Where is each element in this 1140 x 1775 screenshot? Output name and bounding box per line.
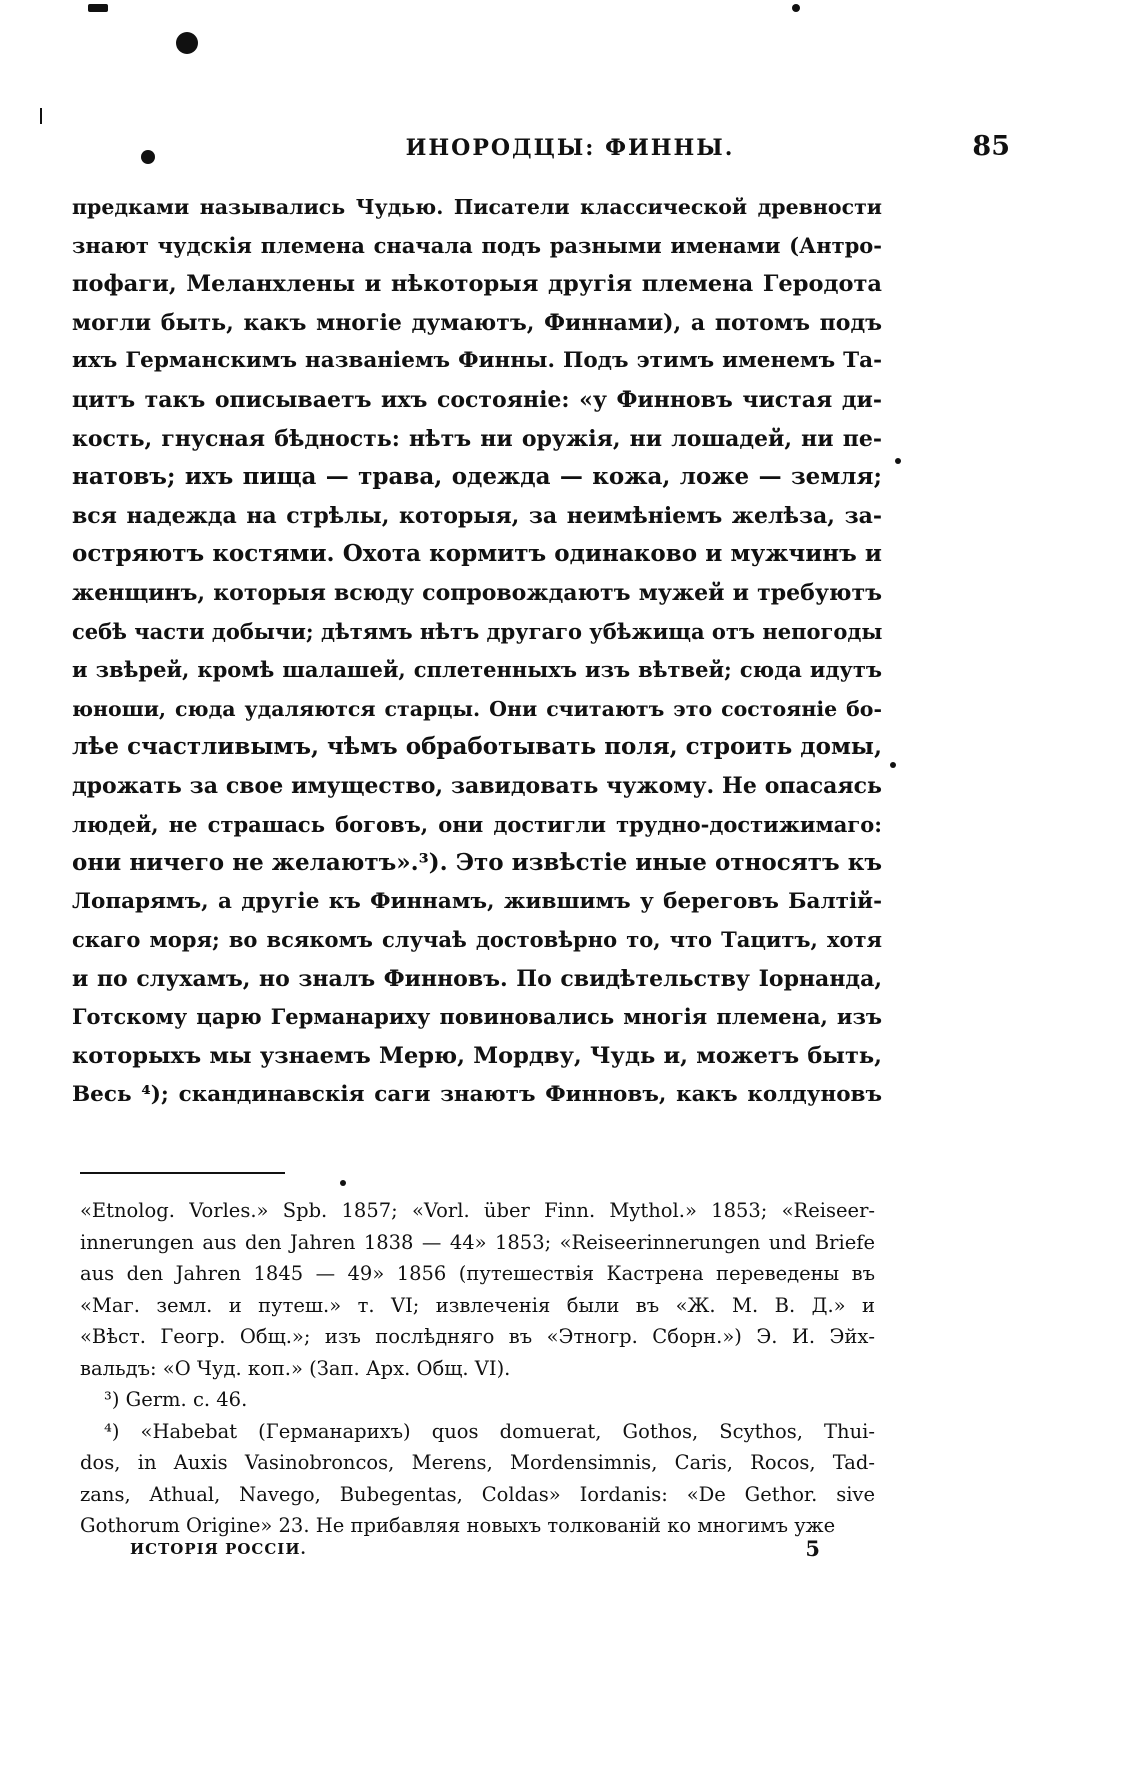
text-line: людей, не страшась боговъ, они достигли трудно-достижимаго: xyxy=(72,811,882,837)
footnote-line: «Вѣст. Геогр. Общ.»; изъ послѣдняго въ «Этногр. Сборн.») Э. И. Эйх- xyxy=(80,1325,875,1348)
text-line: предками назывались Чудью. Писатели классической древности xyxy=(72,195,882,219)
print-speck xyxy=(176,32,198,54)
text-line: вся надежда на стрѣлы, которыя, за неимѣніемъ желѣза, за- xyxy=(72,502,882,529)
page-footer xyxy=(130,1536,820,1570)
text-line: натовъ; ихъ пища — трава, одежда — кожа, ложе — земля; xyxy=(72,463,882,491)
print-speck xyxy=(40,108,42,124)
footnote-line: вальдъ: «О Чуд. коп.» (Зап. Арх. Общ. VI). xyxy=(80,1356,511,1380)
text-line: которыхъ мы узнаемъ Мерю, Мордву, Чудь и, можетъ быть, xyxy=(72,1043,882,1070)
footnote-line: aus den Jahren 1845 — 49» 1856 (путешествія Кастрена переведены въ xyxy=(80,1262,875,1285)
text-line: кость, гнусная бѣдность: нѣтъ ни оружія, ни лошадей, ни пе- xyxy=(72,425,882,452)
text-line: и по слухамъ, но зналъ Финновъ. По свидѣтельству Іорнанда, xyxy=(72,965,882,992)
text-line: они ничего не желаютъ».³). Это извѣстіе иные относятъ къ xyxy=(72,849,882,877)
text-line: дрожать за свое имущество, завидовать чужому. Не опасаясь xyxy=(72,772,882,799)
print-speck xyxy=(88,4,108,12)
running-head xyxy=(70,131,1070,175)
footnote-line: ⁴) «Habebat (Германарихъ) quos domuerat, Gothos, Scythos, Thui- xyxy=(104,1419,875,1443)
footnote-line: dos, in Auxis Vasinobroncos, Merens, Mordensimnis, Caris, Rocos, Tad- xyxy=(80,1451,875,1474)
print-speck xyxy=(792,4,800,12)
footnote-line: «Маг. земл. и путеш.» т. VI; извлеченія были въ «Ж. М. В. Д.» и xyxy=(80,1293,875,1317)
footnotes xyxy=(80,1195,875,1542)
running-title: ИНОРОДЦЫ: ФИННЫ. xyxy=(405,135,735,161)
text-line: и звѣрей, кромѣ шалашей, сплетенныхъ изъ вѣтвей; сюда идутъ xyxy=(72,657,882,683)
text-line: знают чудскія племена сначала подъ разными именами (Антро- xyxy=(72,232,882,258)
text-line: скаго моря; во всякомъ случаѣ достовѣрно то, что Тацитъ, хотя xyxy=(72,927,882,953)
text-line: пофаги, Меланхлены и нѣкоторыя другія племена Геродота xyxy=(72,271,882,298)
print-speck xyxy=(890,762,896,768)
footnote-line: Gothorum Origine» 23. Не прибавляя новыхъ толкованій ко многимъ уже xyxy=(80,1514,836,1537)
text-line: могли быть, какъ многіе думаютъ, Финнами), а потомъ подъ xyxy=(72,309,882,336)
footer-title: ИСТОРІЯ РОССІИ. xyxy=(130,1540,307,1558)
text-line: женщинъ, которыя всюду сопровождаютъ мужей и требуютъ xyxy=(72,579,882,606)
text-line: лѣе счастливымъ, чѣмъ обработывать поля, строить домы, xyxy=(72,733,882,761)
footnote-line: zans, Athual, Navego, Bubegentas, Coldas» Iordanis: «De Gethor. sive xyxy=(80,1482,875,1506)
footnote-line: «Etnolog. Vorles.» Spb. 1857; «Vorl. über Finn. Mythol.» 1853; «Reiseer- xyxy=(80,1199,875,1222)
text-line: Готскому царю Германариху повиновались многія племена, изъ xyxy=(72,1004,882,1030)
text-line: себѣ части добычи; дѣтямъ нѣтъ другаго убѣжища отъ непогоды xyxy=(72,618,882,644)
page-number: 85 xyxy=(972,131,1010,162)
print-speck xyxy=(895,458,901,464)
footnote-rule xyxy=(80,1172,285,1174)
print-speck xyxy=(340,1180,346,1186)
text-line: остряютъ костями. Охота кормитъ одинаково и мужчинъ и xyxy=(72,540,882,568)
text-line: Лопарямъ, а другіе къ Финнамъ, жившимъ у береговъ Балтій- xyxy=(72,888,882,914)
text-line: ихъ Германскимъ названіемъ Финны. Подъ этимъ именемъ Та- xyxy=(72,348,882,374)
text-line: цитъ такъ описываетъ ихъ состояніе: «у Финновъ чистая ди- xyxy=(72,386,882,413)
signature-mark: 5 xyxy=(805,1536,820,1561)
body-text xyxy=(72,188,882,1114)
footnote-line: innerungen aus den Jahren 1838 — 44» 1853; «Reiseerinnerungen und Briefe xyxy=(80,1230,875,1254)
text-line: юноши, сюда удаляются старцы. Они считаютъ это состояніе бо- xyxy=(72,696,882,721)
text-line: Весь ⁴); скандинавскія саги знаютъ Финновъ, какъ колдуновъ xyxy=(72,1081,882,1107)
footnote-line: ³) Germ. c. 46. xyxy=(104,1388,248,1411)
